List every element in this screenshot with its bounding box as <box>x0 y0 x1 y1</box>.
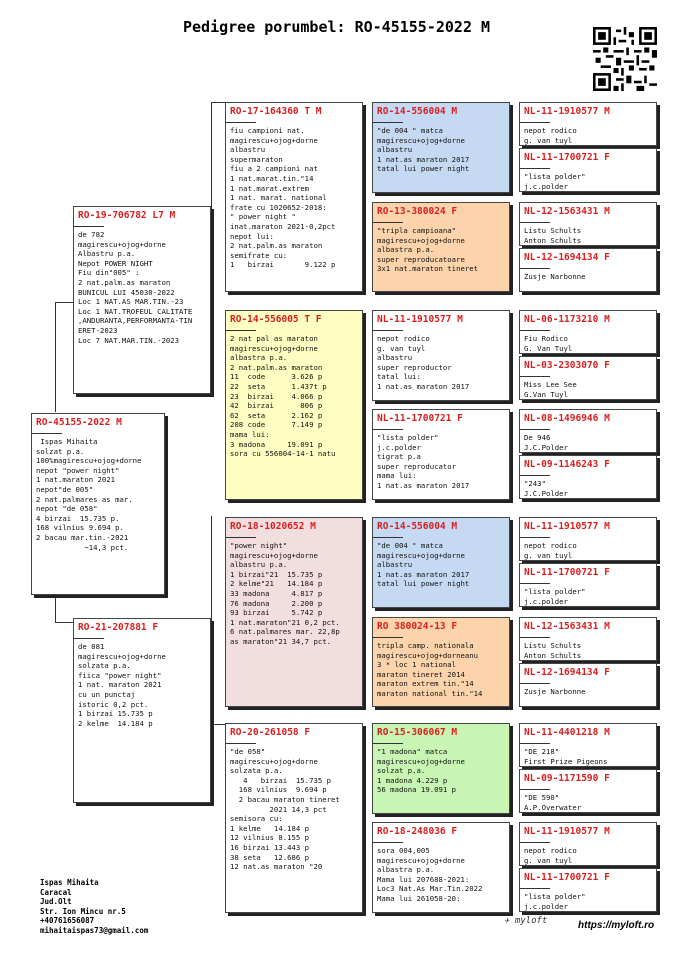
pedigree-card-grandparent[interactable] <box>225 102 363 292</box>
ring-number: NL-11-4401218 M <box>524 727 610 738</box>
connector-line <box>55 622 75 623</box>
pedigree-card-dam[interactable] <box>73 618 211 803</box>
ring-number: NL-06-1173210 M <box>524 314 610 325</box>
pedigree-card-ancestor[interactable] <box>519 248 657 292</box>
ring-number: NL-09-1171590 F <box>524 773 610 784</box>
pedigree-card-ancestor[interactable] <box>519 517 657 561</box>
pedigree-card-ancestor[interactable] <box>519 202 657 246</box>
ring-number: NL-03-2303070 F <box>524 360 610 371</box>
card-details: "lista polder" j.c.polder <box>524 892 586 911</box>
pedigree-card-subject[interactable] <box>31 413 165 595</box>
ring-number: RO-14-556005 T F <box>230 314 322 325</box>
card-details: nepot rodico g. van tuyl <box>524 846 577 865</box>
page-title: Pedigree porumbel: RO-45155-2022 M <box>183 18 491 36</box>
ring-number: NL-12-1563431 M <box>524 621 610 632</box>
card-details: "lista polder" j.c.polder <box>524 172 586 191</box>
connector-line <box>55 302 75 303</box>
ring-number: RO-18-1020652 M <box>230 521 316 532</box>
card-details: Zusje Narbonne <box>524 687 586 696</box>
ring-number: RO-18-248036 F <box>377 826 458 837</box>
ring-number: RO-19-706782 L7 M <box>78 210 176 221</box>
ring-number: NL-11-1700721 F <box>524 872 610 883</box>
pedigree-card-grandparent[interactable] <box>225 723 363 913</box>
pedigree-card-ancestor[interactable] <box>519 617 657 661</box>
ring-number: RO-21-207881 F <box>78 622 159 633</box>
ring-number: RO-45155-2022 M <box>36 417 122 428</box>
pedigree-card-great-grandparent[interactable] <box>372 409 510 500</box>
connector-line <box>211 724 225 725</box>
pedigree-card-ancestor[interactable] <box>519 769 657 813</box>
ring-number: NL-12-1694134 F <box>524 252 610 263</box>
card-details: de 782 magirescu+ojog+dorne Albastru p.a. Nepot POWER NIGHT Fiu din"005" : 2 nat.palm.as maraton BUNICUL LUI 45030-2022 Loc 1 NAT.AS MAR.TIN.-23 Loc 1 NAT.TROFEUL CALITATE ,ANDURANTA,PERFORMANTA-TIN ERET-2023 Loc 7 NAT.MAR.TIN.-2023 <box>78 230 193 345</box>
pedigree-card-grandparent[interactable] <box>225 310 363 500</box>
pedigree-card-sire[interactable] <box>73 206 211 394</box>
ring-number: RO-15-306067 M <box>377 727 458 738</box>
card-details: "1 madona" matca magirescu+ojog+dorne solzat p.a. 1 madona 4.229 p 56 madona 19.091 p <box>377 747 465 795</box>
card-details: 2 nat pal as maraton magirescu+ojog+dorne albastra p.a. 2 nat.palm.as maraton 11 code 3.626 p 22 seta 1.437t p 23 birzai 4.066 p 42 birzai 806 p 62 seta 2.162 p 208 code 7.149 p mama lui: 3 madona 19.091 p sora cu 556004-14-1 natu <box>230 334 336 459</box>
qr-code-icon[interactable] <box>593 27 657 91</box>
connector-line <box>211 102 212 312</box>
ring-number: NL-12-1694134 F <box>524 667 610 678</box>
pedigree-card-ancestor[interactable] <box>519 868 657 912</box>
ring-number: RO-14-556004 M <box>377 106 458 117</box>
card-details: Listu Schults Anton Schults <box>524 641 582 660</box>
pedigree-card-grandparent[interactable] <box>225 517 363 707</box>
myloft-logo <box>504 916 547 926</box>
card-details: fiu campioni nat. magirescu+ojog+dorne albastru supermaraton fiu a 2 campioni nat 1 nat.marat.tin."14 1 nat.marat.extrem 1 nat. marat. national frate cu 1020652-2018: " power night " inat.maraton 2021-0,2pct nepot lui: 2 nat.palm.as maraton semifrate cu: 1 birzai 9.122 p <box>230 126 336 270</box>
card-details: Ispas Mihaita solzat p.a. 100%magirescu+ojog+dorne nepot "power night" 1 nat.maraton 2021 nepot"de 005" 2 nat.palmares as mar. nepot "de 058" 4 birzai 15.735 p. 168 vilnius 9.694 p. 2 bacau mar.tin.-2021 ~14,3 pct. <box>36 437 142 552</box>
owner-contact: Ispas Mihaita Caracal Jud.Olt Str. Ion Mincu nr.5 +40761656087 mihaitaispas73@gmail.com <box>40 878 149 935</box>
pedigree-card-ancestor[interactable] <box>519 409 657 453</box>
pedigree-card-ancestor[interactable] <box>519 663 657 707</box>
connector-line <box>211 516 212 724</box>
card-details: "de 004 " matca magirescu+ojog+dorne albastru 1 nat.as maraton 2017 tatal lui power night <box>377 126 470 174</box>
card-details: tripla camp. nationala magirescu+ojog+dorneanu 3 * loc 1 national maraton tineret 2014 maraton extrem tin."14 maraton national tin."14 <box>377 641 483 698</box>
ring-number: NL-08-1496946 M <box>524 413 610 424</box>
ring-number: RO-14-556004 M <box>377 521 458 532</box>
card-details: Miss Lee See G.Van Tuyl <box>524 380 577 399</box>
ring-number: NL-09-1146243 F <box>524 459 610 470</box>
card-details: "243" J.C.Polder <box>524 479 568 498</box>
ring-number: NL-11-1700721 F <box>524 567 610 578</box>
logo-text: myloft <box>514 916 548 926</box>
card-details: Listu Schults Anton Schults <box>524 226 582 245</box>
ring-number: RO-17-164360 T M <box>230 106 322 117</box>
ring-number: NL-11-1910577 M <box>524 521 610 532</box>
card-details: "DE 590" A.P.Overwater <box>524 793 582 812</box>
pedigree-card-great-grandparent[interactable] <box>372 723 510 814</box>
pedigree-card-great-grandparent[interactable] <box>372 202 510 292</box>
card-details: "tripla campioana" magirescu+ojog+dorne albastra p.a. super reproducatoare 3x1 nat.maraton tineret <box>377 226 479 274</box>
card-details: "lista polder" j.c.polder <box>524 587 586 606</box>
pedigree-card-ancestor[interactable] <box>519 455 657 499</box>
pedigree-card-great-grandparent[interactable] <box>372 310 510 401</box>
pedigree-card-great-grandparent[interactable] <box>372 517 510 608</box>
pedigree-card-great-grandparent[interactable] <box>372 617 510 707</box>
ring-number: NL-12-1563431 M <box>524 206 610 217</box>
pedigree-card-ancestor[interactable] <box>519 310 657 354</box>
ring-number: RO-20-261058 F <box>230 727 311 738</box>
card-details: Fiu Rodico G. Van Tuyl <box>524 334 573 353</box>
card-details: "lista polder" j.c.polder tigrat p.a super reproducator mama lui: 1 nat.as maraton 2017 <box>377 433 470 490</box>
card-details: de 881 magirescu+ojog+dorne solzata p.a. fiica "power night" 1 nat. maraton 2021 cu un punctaj istoric 0,2 pct. 1 birzai 15.735 p 2 kelme 14.184 p <box>78 642 166 728</box>
website-link[interactable]: https://myloft.ro <box>578 920 655 931</box>
card-details: "de 004 " matca magirescu+ojog+dorne albastru 1 nat.as maraton 2017 tatal lui power night <box>377 541 470 589</box>
pedigree-card-ancestor[interactable] <box>519 563 657 607</box>
ring-number: NL-11-1910577 M <box>524 106 610 117</box>
ring-number: RO 380024-13 F <box>377 621 458 632</box>
card-details: "de 058" magirescu+ojog+dorne solzata p.a. 4 birzai 15.735 p 168 vilnius 9.694 p 2 bacau maraton tineret 2021 14,3 pct semisora cu: 1 kelme 14.184 p 12 vilnius 8.155 p 16 birzai 13.443 p 38 seta 12.686 p 12 nat.as maraton "20 <box>230 747 340 872</box>
bird-icon: ✈ <box>504 916 510 926</box>
card-details: De 946 J.C.Polder <box>524 433 568 452</box>
pedigree-card-ancestor[interactable] <box>519 723 657 767</box>
ring-number: NL-11-1910577 M <box>377 314 463 325</box>
ring-number: NL-11-1700721 F <box>524 152 610 163</box>
card-details: sora 004,005 magirescu+ojog+dorne albastra p.a. Mama lui 207688-2021: Loc3 Nat.As Mar.Tin.2022 Mama lui 261058-20: <box>377 846 483 903</box>
pedigree-card-ancestor[interactable] <box>519 148 657 192</box>
pedigree-card-ancestor[interactable] <box>519 356 657 400</box>
connector-line <box>55 302 56 412</box>
card-details: Zusje Narbonne <box>524 272 586 281</box>
card-details: "power night" magirescu+ojog+dorne albastru p.a. 1 birzai"21 15.735 p 2 kelme"21 14.184 p 33 madona 4.817 p 76 madona 2.200 p 93 birzai 5.742 p 1 nat.maraton"21 0,2 pct. 6 nat.palmares mar. 22,8p as maraton"21 34,7 pct. <box>230 541 340 646</box>
pedigree-card-ancestor[interactable] <box>519 822 657 866</box>
card-details: nepot rodico g. van tuyl <box>524 126 577 145</box>
ring-number: RO-13-380024 F <box>377 206 458 217</box>
pedigree-card-ancestor[interactable] <box>519 102 657 146</box>
card-details: nepot rodico g. van tuyl <box>524 541 577 560</box>
pedigree-card-great-grandparent[interactable] <box>372 102 510 193</box>
connector-line <box>211 102 225 103</box>
ring-number: NL-11-1910577 M <box>524 826 610 837</box>
ring-number: NL-11-1700721 F <box>377 413 463 424</box>
card-details: "DE 218" First Prize Pigeons <box>524 747 608 766</box>
pedigree-card-great-grandparent[interactable] <box>372 822 510 913</box>
card-details: nepot rodico g. van tuyl albastru super reproductor tatal lui: 1 nat.as maraton 2017 <box>377 334 470 391</box>
connector-line <box>55 592 56 622</box>
